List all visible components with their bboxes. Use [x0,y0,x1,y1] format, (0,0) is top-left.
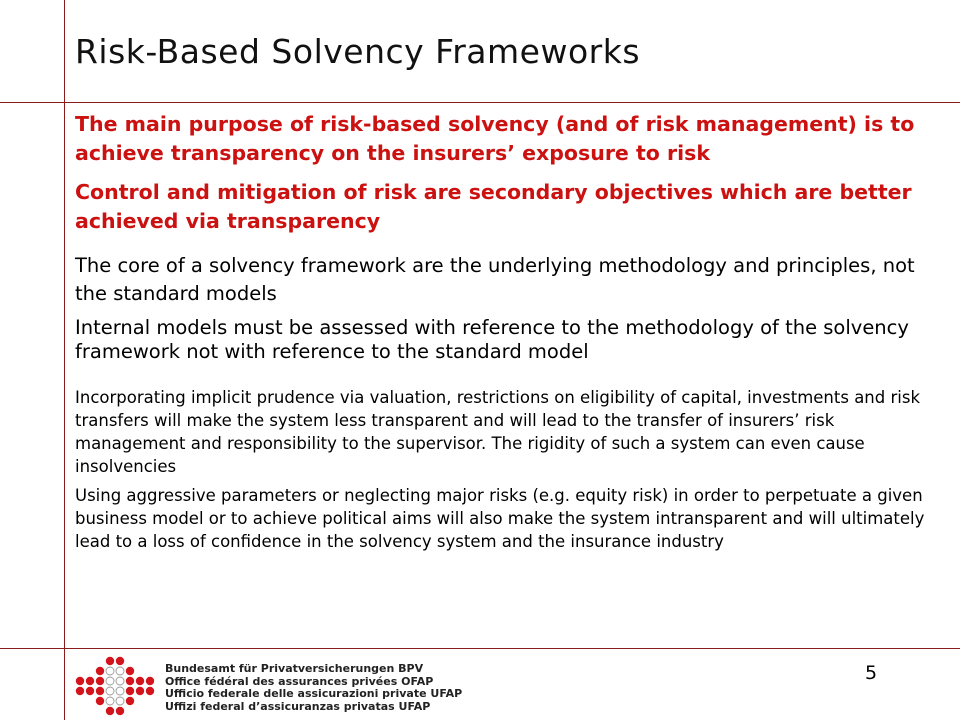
paragraph-internal-models: Internal models must be assessed with reference to the methodology of the solvency framework not with reference to the standard model [75,316,909,363]
organization-names [165,663,462,713]
paragraph-main-purpose: The main purpose of risk-based solvency (and of risk management) is to achieve transparency on the insurers’ exposure to risk [75,112,915,165]
title-divider [0,102,960,103]
paragraph-control-mitigation: Control and mitigation of risk are secondary objectives which are better achieved via transparency [75,180,912,233]
left-vertical-rule [64,0,65,720]
page-number: 5 [865,662,878,684]
org-name-de: Bundesamt für Privatversicherungen BPV [165,662,424,675]
org-name-rm: Uffizi federal d’assicuranzas privatas UFAP [165,699,431,713]
swiss-cross-dot-logo-icon [74,656,156,718]
org-name-fr: Office fédéral des assurances privées OFAP [165,674,434,688]
org-name-it: Ufficio federale delle assicurazioni private UFAP [165,687,463,700]
footer-divider [0,648,960,649]
paragraph-implicit-prudence: Incorporating implicit prudence via valuation, restrictions on eligibility of capital, investments and risk transfers will make the system less transparent and will lead to the transfer of insurers’ risk management and responsibility to the supervisor. The rigidity of such a system can even cause insolvencies [75,388,921,476]
slide-title: Risk-Based Solvency Frameworks [75,32,641,71]
paragraph-core-framework: The core of a solvency framework are the underlying methodology and principles, not the standard models [75,254,915,305]
slide-body [75,110,945,553]
paragraph-aggressive-parameters: Using aggressive parameters or neglecting major risks (e.g. equity risk) in order to perpetuate a given business model or to achieve political aims will also make the system intransparent and will ultimately lead to a loss of confidence in the solvency system and the insurance industry [75,486,925,551]
